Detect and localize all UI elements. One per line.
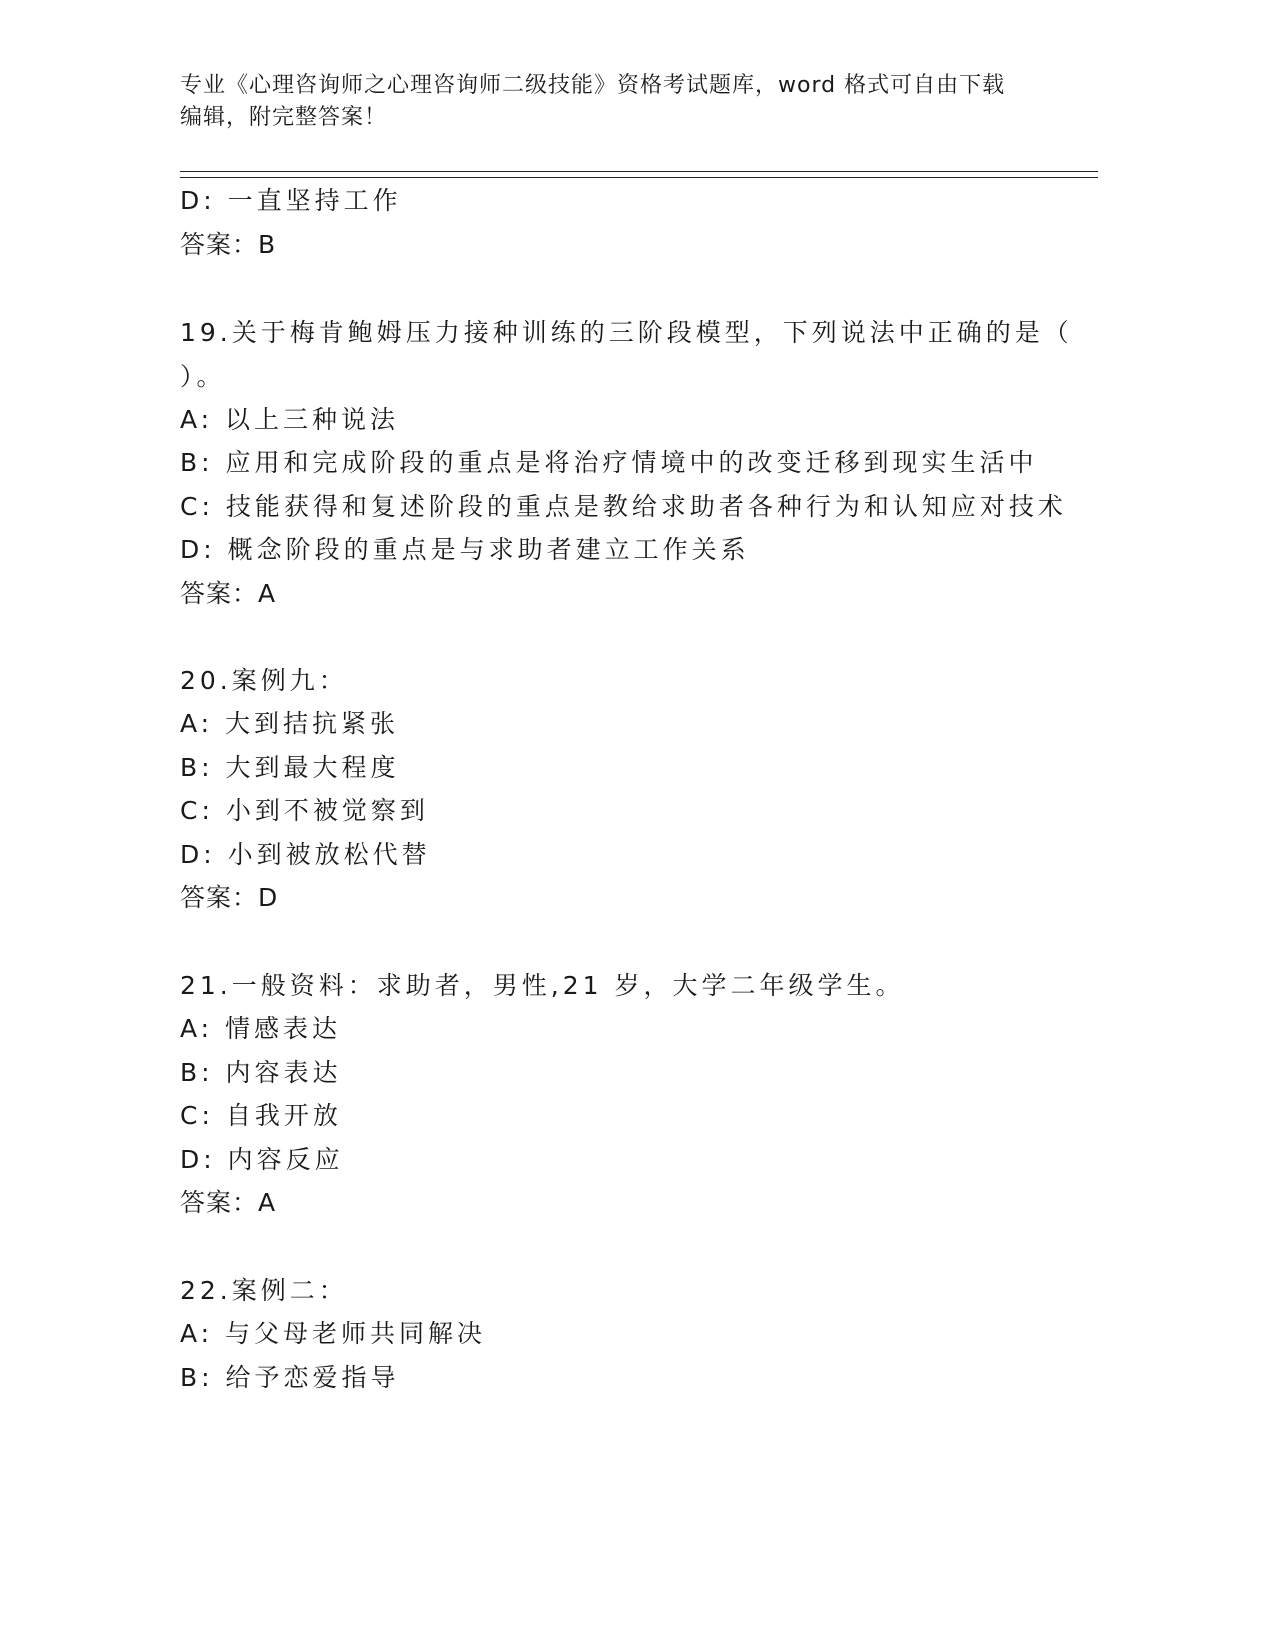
q19-stem-line-2: ）。 [180,362,226,391]
q19-option-d: D: 概念阶段的重点是与求助者建立工作关系 [180,535,750,564]
q19-stem-line-1: 19.关于梅肯鲍姆压力接种训练的三阶段模型，下列说法中正确的是（ [180,318,1073,347]
q19-option-c: C: 技能获得和复述阶段的重点是教给求助者各种行为和认知应对技术 [180,492,1067,521]
q18-option-d: D: 一直坚持工作 [180,186,402,215]
q20-option-d: D: 小到被放松代替 [180,840,431,869]
q20-option-c: C: 小到不被觉察到 [180,796,429,825]
header-divider-bottom [180,177,1098,178]
q21-option-d: D: 内容反应 [180,1145,344,1174]
q19-option-b: B: 应用和完成阶段的重点是将治疗情境中的改变迁移到现实生活中 [180,448,1038,477]
q20-stem: 20.案例九： [180,666,348,695]
q21-stem: 21.一般资料：求助者，男性,21 岁，大学二年级学生。 [180,971,905,1000]
q22-option-b: B: 给予恋爱指导 [180,1363,400,1392]
header-line-2: 编辑，附完整答案！ [180,105,388,130]
q21-option-b: B: 内容表达 [180,1058,342,1087]
q21-answer: 答案：A [180,1188,277,1217]
q22-option-a: A: 与父母老师共同解决 [180,1319,487,1348]
q20-option-b: B: 大到最大程度 [180,753,400,782]
header-line-1: 专业《心理咨询师之心理咨询师二级技能》资格考试题库，word 格式可自由下载 [180,73,1006,98]
q20-answer: 答案：D [180,883,279,912]
q19-answer: 答案：A [180,579,277,608]
header-divider-top [180,171,1098,172]
document-header [180,70,1080,134]
q22-stem: 22.案例二： [180,1276,348,1305]
q19-option-a: A: 以上三种说法 [180,405,400,434]
q20-option-a: A: 大到拮抗紧张 [180,709,400,738]
q21-option-a: A: 情感表达 [180,1014,342,1043]
q18-answer: 答案：B [180,230,277,259]
q21-option-c: C: 自我开放 [180,1101,342,1130]
